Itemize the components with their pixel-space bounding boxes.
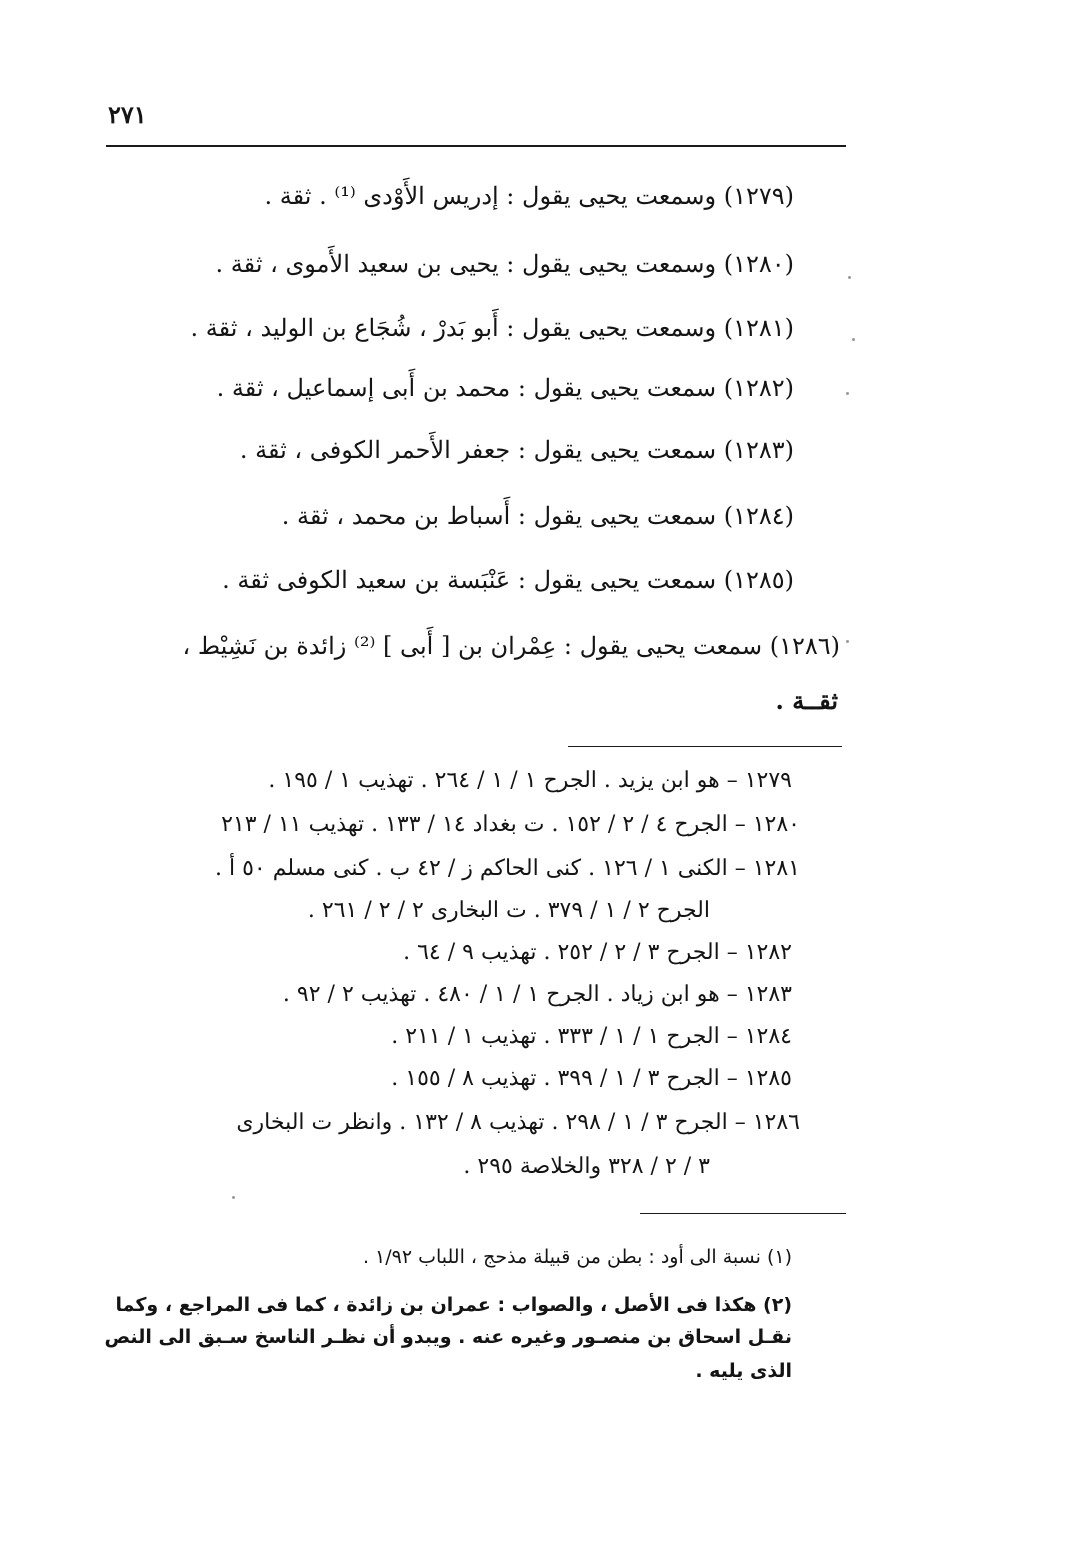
reference-1286-continuation: ٣ / ٢ / ٣٢٨ والخلاصة ٢٩٥ .: [463, 1154, 710, 1179]
entry-1286-continuation: ثقــة .: [775, 686, 838, 715]
scan-speck: [852, 338, 855, 341]
scan-speck: [848, 276, 851, 279]
reference-1284: ١٢٨٤ – الجرح ١ / ١ / ٣٣٣ . تهذيب ١ / ٢١١ .: [391, 1024, 792, 1049]
scan-speck: [846, 640, 849, 643]
footnote-2-line-3: الذى يليه .: [695, 1360, 792, 1382]
reference-1285: ١٢٨٥ – الجرح ٣ / ١ / ٣٩٩ . تهذيب ٨ / ١٥٥ .: [391, 1066, 792, 1091]
entry-1282: (١٢٨٢) سمعت يحيى يقول : محمد بن أَبى إسماعيل ، ثقة .: [216, 374, 794, 402]
entry-1280: (١٢٨٠) وسمعت يحيى يقول : يحيى بن سعيد الأَموى ، ثقة .: [215, 250, 794, 278]
reference-1282: ١٢٨٢ – الجرح ٣ / ٢ / ٢٥٢ . تهذيب ٩ / ٦٤ .: [403, 940, 792, 965]
footnotes-divider: [640, 1213, 846, 1214]
page-number: ٢٧١: [108, 100, 147, 129]
footnote-1: (١) نسبة الى أود : بطن من قبيلة مذحج ، اللباب ١/٩٢ .: [362, 1246, 792, 1268]
entry-1283: (١٢٨٣) سمعت يحيى يقول : جعفر الأَحمر الكوفى ، ثقة .: [239, 436, 794, 464]
reference-1283: ١٢٨٣ – هو ابن زياد . الجرح ١ / ١ / ٤٨٠ . تهذيب ٢ / ٩٢ .: [282, 982, 792, 1007]
reference-1280: ١٢٨٠ – الجرح ٤ / ٢ / ١٥٢ . ت بغداد ١٤ / ١٣٣ . تهذيب ١١ / ٢١٣: [221, 812, 800, 837]
scan-speck: [232, 1196, 235, 1199]
reference-1286: ١٢٨٦ – الجرح ٣ / ١ / ٢٩٨ . تهذيب ٨ / ١٣٢ . وانظر ت البخارى: [236, 1110, 800, 1135]
entry-1285: (١٢٨٥) سمعت يحيى يقول : عَنْبَسة بن سعيد الكوفى ثقة .: [222, 566, 794, 594]
reference-1281: ١٢٨١ – الكنى ١ / ١٢٦ . كنى الحاكم ز / ٤٢ ب . كنى مسلم ٥٠ أ .: [215, 856, 800, 881]
entry-1281: (١٢٨١) وسمعت يحيى يقول : أَبو بَدرْ ، شُجَاع بن الوليد ، ثقة .: [190, 314, 794, 342]
footnote-2: (٢) هكذا فى الأصل ، والصواب : عمران بن زائدة ، كما فى المراجع ، وكما: [115, 1294, 792, 1316]
footnote-2-line-2: نقـل اسحاق بن منصـور وغيره عنه . ويبدو أن نظـر الناسخ سـبق الى النص: [104, 1326, 792, 1348]
references-divider: [568, 746, 842, 747]
reference-1281-continuation: الجرح ٢ / ١ / ٣٧٩ . ت البخارى ٢ / ٢ / ٢٦١ .: [307, 898, 710, 923]
entry-1284: (١٢٨٤) سمعت يحيى يقول : أَسباط بن محمد ، ثقة .: [281, 502, 794, 530]
entry-1286: (١٢٨٦) سمعت يحيى يقول : عِمْران بن [ أَبى ] ⁽²⁾ زائدة بن نَشِيْط ،: [182, 632, 840, 660]
scan-speck: [846, 392, 849, 395]
header-rule: [106, 145, 846, 147]
reference-1279: ١٢٧٩ – هو ابن يزيد . الجرح ١ / ١ / ٢٦٤ . تهذيب ١ / ١٩٥ .: [268, 768, 792, 793]
entry-1279: (١٢٧٩) وسمعت يحيى يقول : إدريس الأَوْدى ⁽¹⁾ . ثقة .: [264, 182, 794, 210]
